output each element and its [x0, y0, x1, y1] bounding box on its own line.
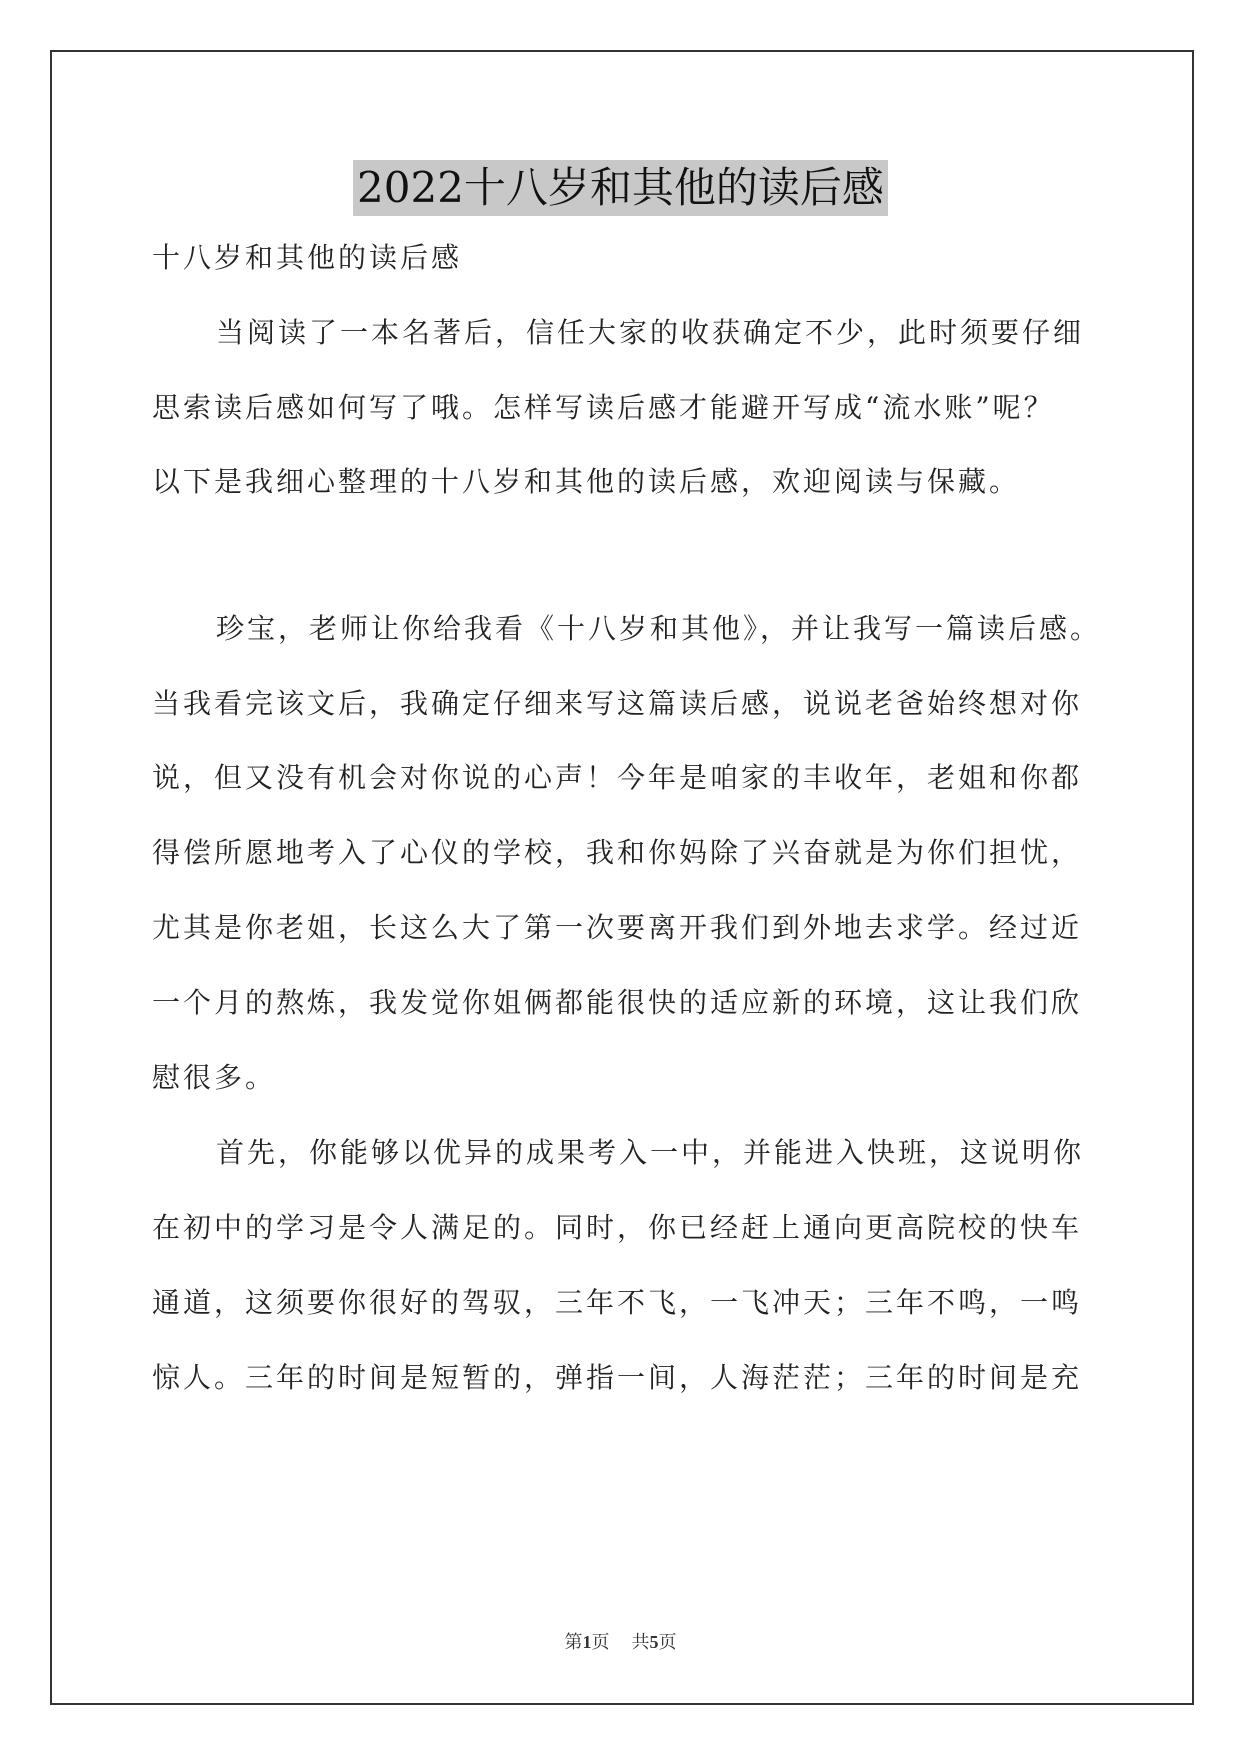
paragraph-2-line-3: 说，但又没有机会对你说的心声！今年是咱家的丰收年，老姐和你都 — [152, 761, 1083, 794]
paragraph-2-line-2: 当我看完该文后，我确定仔细来写这篇读后感，说说老爸始终想对你 — [152, 687, 1083, 720]
paragraph-3-line-3: 通道，这须要你很好的驾驭，三年不飞，一飞冲天；三年不鸣，一鸣 — [152, 1286, 1083, 1319]
page-number: 1 — [582, 1632, 592, 1652]
page-prefix: 第 — [564, 1632, 583, 1653]
paragraph-1-line-1: 当阅读了一本名著后，信任大家的收获确定不少，此时须要仔细 — [216, 316, 1085, 349]
page-footer — [0, 1628, 1241, 1654]
paragraph-1-line-2: 思索读后感如何写了哦。怎样写读后感才能避开写成“流水账”呢？ — [152, 391, 1055, 424]
paragraph-3-line-1: 首先，你能够以优异的成果考入一中，并能进入快班，这说明你 — [216, 1136, 1085, 1169]
paragraph-2-line-7: 慰很多。 — [152, 1061, 277, 1094]
total-suffix: 页 — [658, 1632, 677, 1653]
page-border — [50, 50, 1194, 1705]
paragraph-2-line-1: 珍宝，老师让你给我看《十八岁和其他》，并让我写一篇读后感。 — [216, 612, 1102, 645]
page-suffix: 页 — [591, 1632, 610, 1653]
total-pages: 5 — [649, 1632, 659, 1652]
paragraph-3-line-4: 惊人。三年的时间是短暂的，弹指一间，人海茫茫；三年的时间是充 — [152, 1361, 1083, 1394]
document-title: 2022十八岁和其他的读后感 — [353, 160, 888, 216]
paragraph-2-line-5: 尤其是你老姐，长这么大了第一次要离开我们到外地去求学。经过近 — [152, 911, 1083, 944]
paragraph-1-line-3: 以下是我细心整理的十八岁和其他的读后感，欢迎阅读与保藏。 — [152, 465, 1021, 498]
paragraph-2-line-4: 得偿所愿地考入了心仪的学校，我和你妈除了兴奋就是为你们担忧， — [152, 836, 1083, 869]
paragraph-2-line-6: 一个月的熬炼，我发觉你姐俩都能很快的适应新的环境，这让我们欣 — [152, 986, 1083, 1019]
total-prefix: 共 — [631, 1632, 650, 1653]
title-container — [0, 160, 1241, 216]
document-subtitle: 十八岁和其他的读后感 — [152, 241, 463, 274]
paragraph-3-line-2: 在初中的学习是令人满足的。同时，你已经赶上通向更高院校的快车 — [152, 1211, 1083, 1244]
